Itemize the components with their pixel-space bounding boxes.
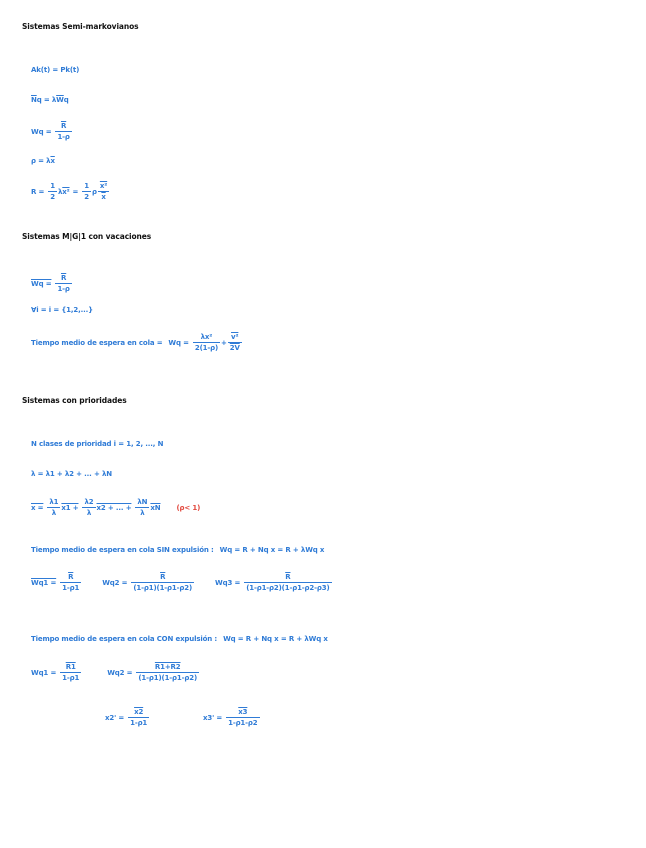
heading-mg1: Sistemas M|G|1 con vacaciones — [22, 232, 152, 241]
wq-lhs: Wq = — [31, 127, 52, 136]
eq-mg1-wq — [31, 274, 73, 293]
sin-wq1-num: $\overline{R}$ — [68, 573, 74, 581]
eq-prio-x — [31, 498, 200, 517]
r-frac-3-num: x² — [99, 182, 108, 190]
r-frac-3 — [98, 182, 109, 201]
prio-x-frac-3-num: λN — [137, 498, 148, 506]
sin-wq3-den: (1-ρ1-ρ2)(1-ρ1-ρ2-ρ3) — [246, 584, 330, 592]
wq-symbol: $\overline{W}$ — [56, 96, 64, 104]
mg1-wait-wq: Wq = — [168, 338, 189, 347]
eq-prio-classes: N clases de prioridad i = 1, 2, ..., N — [31, 440, 164, 448]
con-x2-lhs: x2' = — [105, 713, 125, 722]
r-lhs: R = — [31, 187, 45, 196]
sin-title-text: Tiempo medio de espera en cola SIN expulsión : — [31, 546, 214, 554]
con-wq2-lhs: Wq2 = — [107, 668, 133, 677]
con-x2-num: x2 — [134, 708, 144, 716]
wq-sub: q — [63, 96, 69, 104]
r-frac-1-den: 2 — [50, 193, 55, 201]
r-frac-3-den: x — [101, 193, 106, 201]
eq-mg1-forall: ∀i = i = {1,2,...} — [31, 306, 93, 314]
eq-prio-lambda: λ = λ1 + λ2 + ... + λN — [31, 470, 112, 478]
con-x3-den: 1-ρ1-ρ2 — [228, 719, 258, 727]
mg1-wq-den: 1-ρ — [57, 285, 70, 293]
prio-x-frac-2-num: λ2 — [84, 498, 94, 506]
con-x3-fraction — [226, 708, 259, 727]
mg1-wait-frac-2-den: 2V — [229, 344, 240, 352]
eq-con-title — [31, 635, 328, 643]
heading-semi-markov: Sistemas Semi-markovianos — [22, 22, 139, 31]
con-title-eq: Wq = R + Nq x = R + λWq x — [223, 635, 328, 643]
con-wq2-den: (1-ρ1)(1-ρ1-ρ2) — [138, 674, 198, 682]
r-frac-2-num: 1 — [84, 182, 89, 190]
mg1-wait-plus: + — [221, 338, 227, 347]
rho-lhs: ρ = λ — [31, 157, 51, 165]
nq-symbol: $\overline{N}$ — [31, 96, 37, 104]
sin-wq2-num: $\overline{R}$ — [160, 573, 166, 581]
prio-x-frac-1-num: λ1 — [49, 498, 59, 506]
prio-x-frac-3-den: λ — [140, 509, 145, 517]
sin-wq1-den: 1-ρ1 — [62, 584, 80, 592]
mg1-wait-frac-2-num: v² — [231, 333, 239, 341]
eq-con-wq-row — [31, 663, 200, 682]
heading-priorities: Sistemas con prioridades — [22, 396, 127, 405]
r-lambda: λ — [57, 187, 63, 196]
con-x2-fraction — [128, 708, 149, 727]
eq-con-x2 — [105, 708, 150, 727]
sin-wq2-fraction — [131, 573, 194, 592]
con-x3-lhs: x3' = — [203, 713, 223, 722]
prio-x-term-2: x2 + ... + — [96, 503, 132, 512]
wq-num: $\overline{R}$ — [60, 122, 67, 130]
prio-x-lhs: x = — [31, 503, 44, 512]
sin-title-eq: Wq = R + Nq x = R + λWq x — [219, 546, 325, 554]
r-rho: ρ — [92, 187, 97, 196]
sin-wq1-fraction — [60, 573, 81, 592]
prio-x-frac-3 — [135, 498, 149, 517]
con-wq1-fraction — [60, 663, 81, 682]
prio-x-term-1: x1 + — [61, 503, 79, 512]
sin-wq3-fraction — [244, 573, 331, 592]
prio-x-frac-1 — [47, 498, 60, 517]
eq-con-x3 — [203, 708, 261, 727]
sin-wq3-num: $\overline{R}$ — [285, 573, 291, 581]
con-wq2-num: R1+R2 — [154, 663, 181, 671]
con-x2-den: 1-ρ1 — [130, 719, 148, 727]
mg1-wait-frac-2 — [228, 333, 242, 352]
mg1-wq-fraction — [55, 274, 71, 293]
sin-wq2-den: (1-ρ1)(1-ρ1-ρ2) — [133, 584, 193, 592]
nq-rest: q = λ — [36, 96, 57, 104]
r-equals: = — [72, 187, 79, 196]
con-x3-num: x3 — [238, 708, 248, 716]
mg1-wq-lhs: Wq = — [31, 279, 52, 288]
r-frac-1 — [48, 182, 57, 201]
r-frac-2 — [82, 182, 91, 201]
eq-ak: Ak(t) = Pk(t) — [31, 66, 80, 74]
wq-fraction — [55, 122, 71, 141]
sin-wq2-lhs: Wq2 = — [102, 578, 128, 587]
mg1-wait-text: Tiempo medio de espera en cola = — [31, 338, 163, 347]
mg1-wait-frac-1-den: 2(1-ρ) — [194, 344, 218, 352]
sin-wq3-lhs: Wq3 = — [215, 578, 241, 587]
eq-r — [31, 182, 110, 201]
prio-x-frac-2 — [82, 498, 95, 517]
mg1-wq-num: $\overline{R}$ — [60, 274, 67, 282]
eq-wq — [31, 122, 73, 141]
sin-wq1-lhs: Wq1 = — [31, 578, 57, 587]
con-title-text: Tiempo medio de espera en cola CON expulsión : — [31, 635, 218, 643]
mg1-wait-frac-1 — [193, 333, 220, 352]
r-frac-2-den: 2 — [84, 193, 89, 201]
wq-den: 1-ρ — [57, 133, 70, 141]
eq-rho — [31, 157, 55, 165]
con-wq1-lhs: Wq1 = — [31, 668, 57, 677]
prio-rho-note: (ρ< 1) — [176, 503, 201, 512]
con-wq1-num: R1 — [65, 663, 76, 671]
mg1-wait-frac-1-num: λx² — [200, 333, 213, 341]
eq-sin-title — [31, 546, 324, 554]
con-wq1-den: 1-ρ1 — [62, 674, 80, 682]
prio-x-term-3: $\overline{xN}$ — [150, 503, 161, 512]
prio-x-frac-1-den: λ — [51, 509, 57, 517]
eq-mg1-wait — [31, 333, 243, 352]
eq-sin-wq-row — [31, 573, 333, 592]
con-wq2-fraction — [136, 663, 199, 682]
prio-x-frac-2-den: λ — [86, 509, 92, 517]
rho-x: $\overline{x}$ — [50, 157, 55, 165]
r-x2: x² — [62, 187, 70, 196]
r-frac-1-num: 1 — [50, 182, 55, 190]
eq-nq — [31, 96, 69, 104]
